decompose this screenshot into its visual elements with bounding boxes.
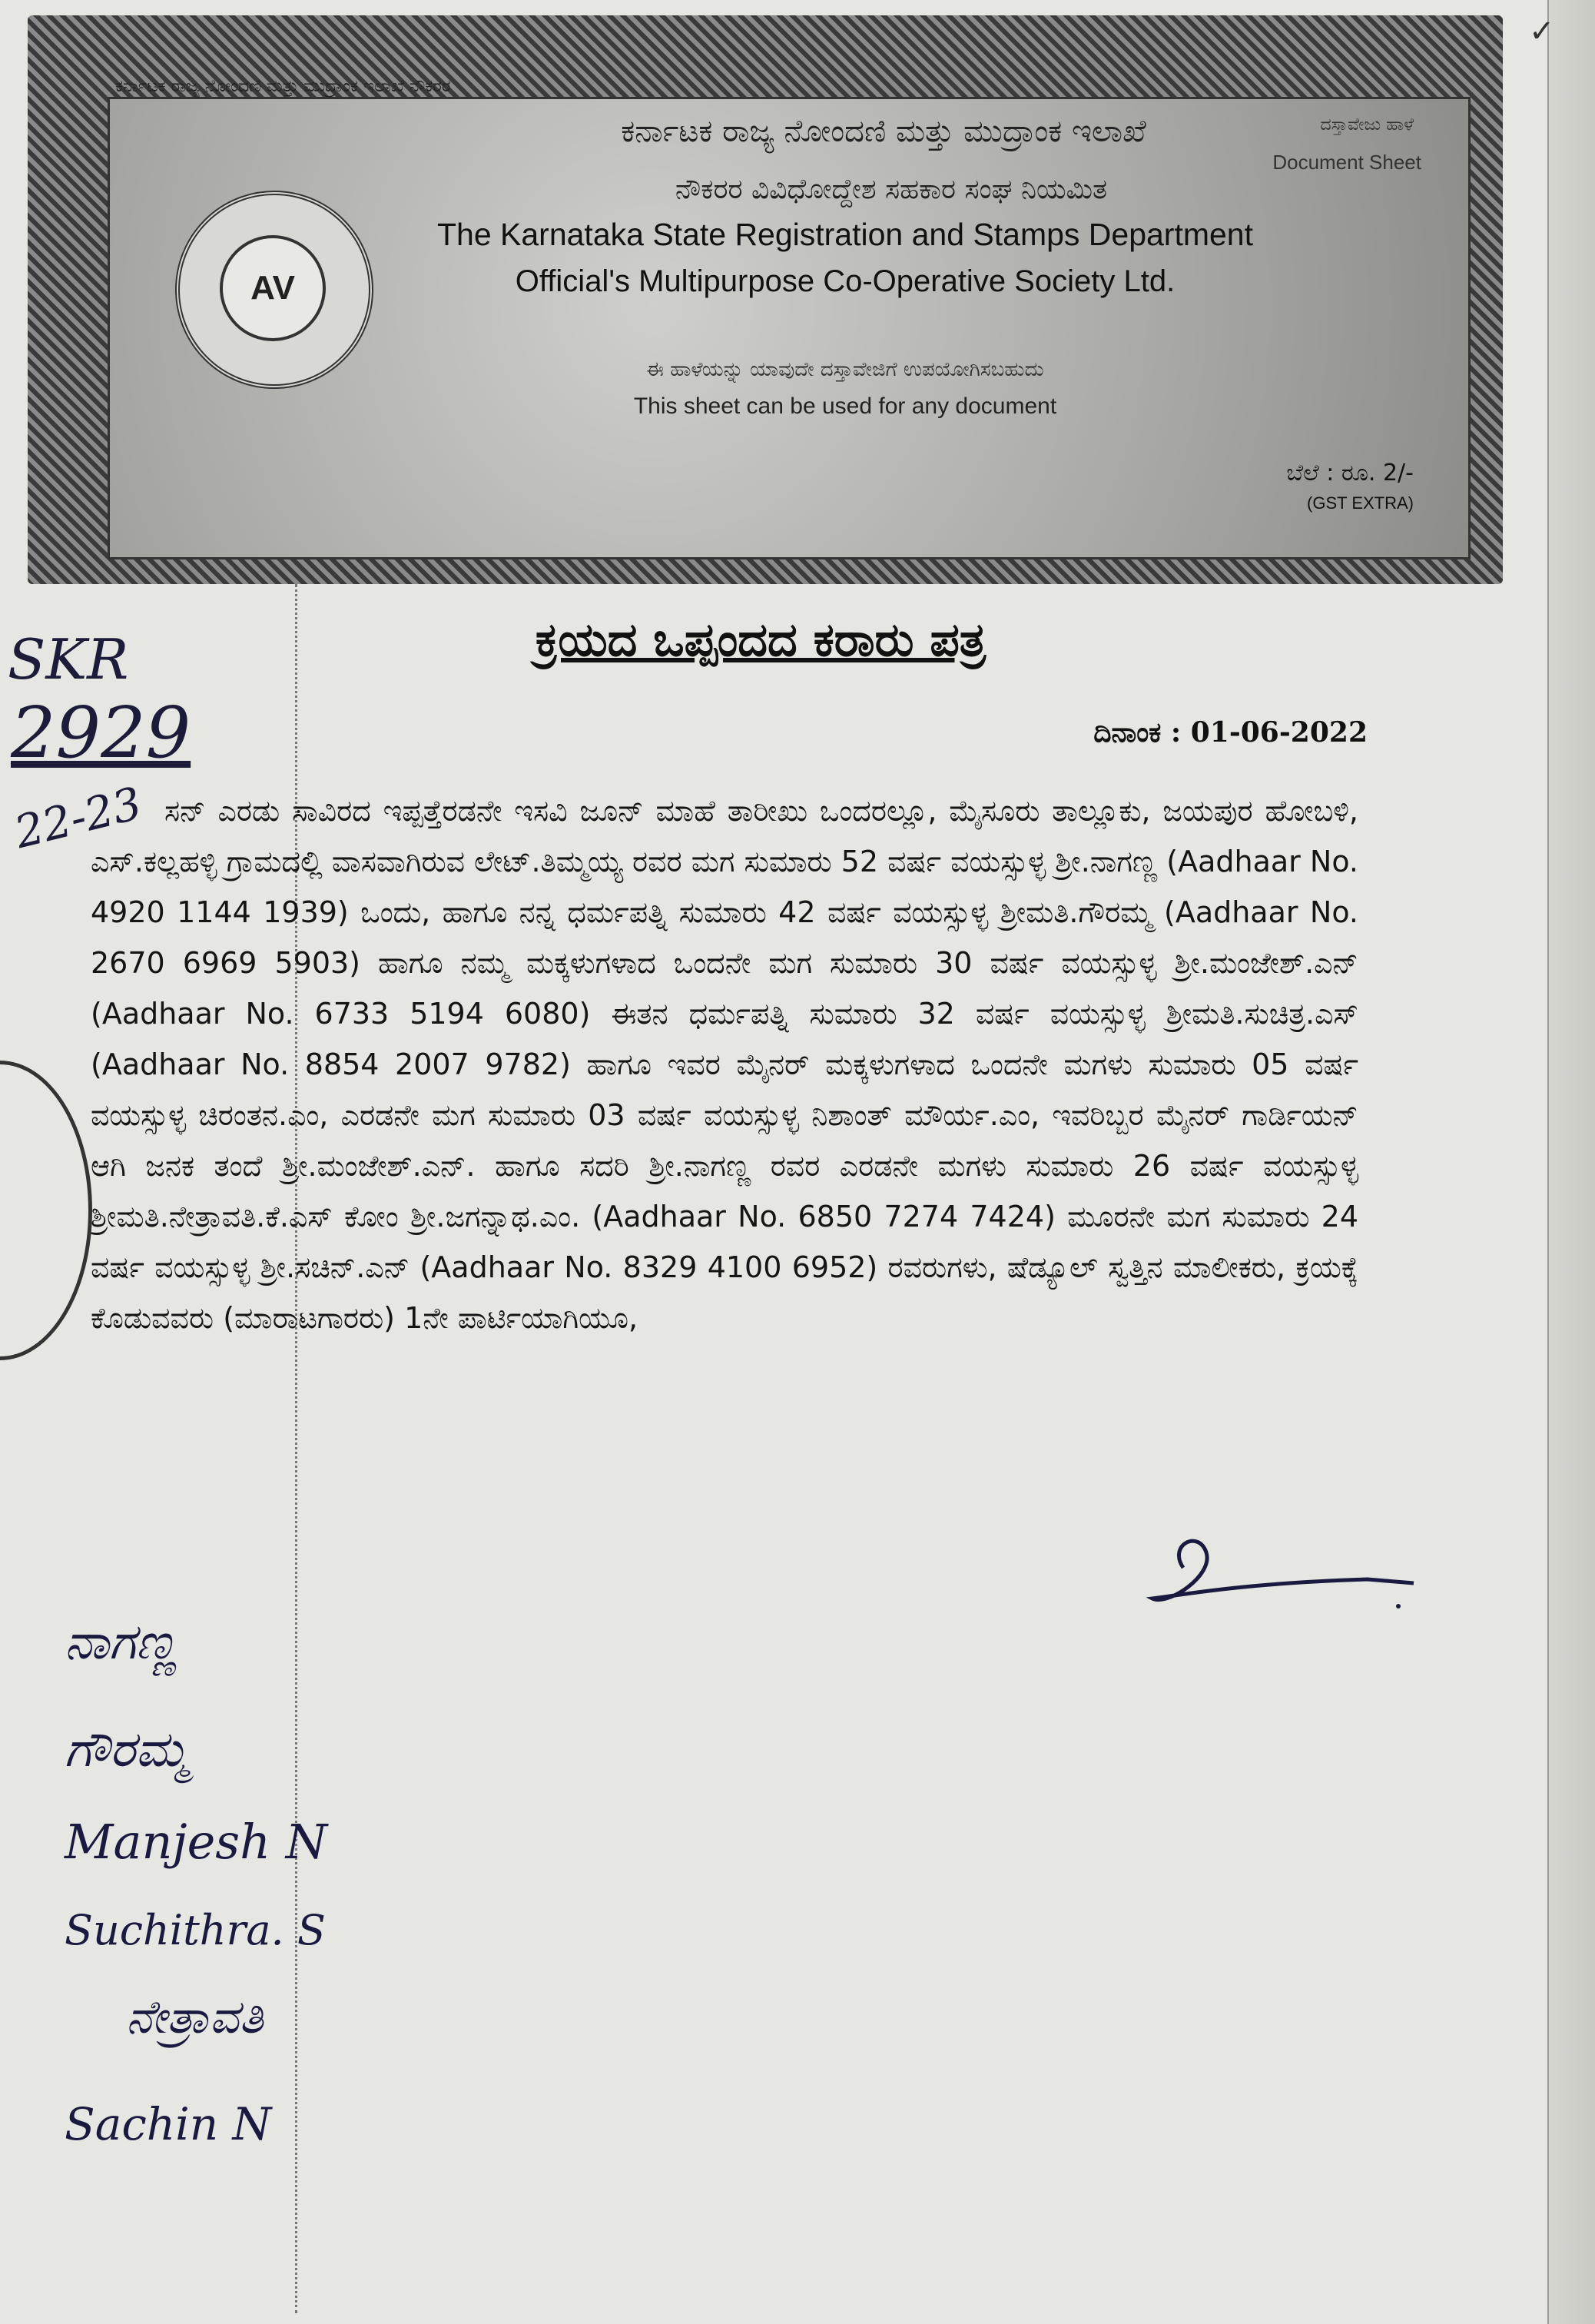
header-kannada-dept: ಕರ್ನಾಟಕ ರಾಜ್ಯ ನೋಂದಣಿ ಮತ್ತು ಮುದ್ರಾಂಕ ಇಲಾಖೆ [621,114,1146,149]
emblem-monogram: AV [220,235,326,341]
header-top-left-text: ಕರ್ನಾಟಕ ರಾಜ್ಯ ನೋಂದಣಿ ಮತ್ತು ಮುದ್ರಾಂಕ ಇಲಾಖೆ ನೌಕರರ [115,77,451,96]
signature-seller-3: Manjesh N [65,1814,327,1870]
gst-note: (GST EXTRA) [1307,493,1414,513]
side-seal-stamp [0,1061,92,1360]
margin-note-year: 22-23 [9,776,147,859]
document-title: ಕ್ರಯದ ಒಪ್ಪಂದದ ಕರಾರು ಪತ್ರ [535,613,987,667]
tick-mark: ✓ [1529,14,1555,49]
document-date: ದಿನಾಂಕ : 01-06-2022 [1093,716,1368,749]
header-kannada-usage: ಈ ಹಾಳೆಯನ್ನು ಯಾವುದೇ ದಸ್ತಾವೇಜಿಗೆ ಉಪಯೋಗಿಸಬಹುದು [646,358,1044,381]
signature-seller-1: ನಾಗಣ್ಣ [65,1614,178,1671]
header-english-usage: This sheet can be used for any document [633,393,1057,419]
page-edge [1547,0,1595,2324]
society-emblem [175,191,373,389]
header-english-dept: The Karnataka State Registration and Stamps Department [436,217,1254,252]
margin-note-initials: SKR [8,627,129,692]
header-english-society: Official's Multipurpose Co-Operative Society Ltd. [515,264,1176,298]
agreement-text: ಸನ್ ಎರಡು ಸಾವಿರದ ಇಪ್ಪತ್ತೆರಡನೇ ಇಸವಿ ಜೂನ್ ಮಾಹೆ ತಾರೀಖು ಒಂದರಲ್ಲೂ, ಮೈಸೂರು ತಾಲ್ಲೂಕು, ಜಯಪುರ ಹೋಬಳಿ, ಎಸ್.ಕಲ್ಲಹಳ್ಳಿ ಗ್ರಾಮದಲ್ಲಿ ವಾಸವಾಗಿರುವ ಲೇಟ್.ತಿಮ್ಮಯ್ಯ ರವರ ಮಗ ಸುಮಾರು 52 ವರ್ಷ ವಯಸ್ಸುಳ್ಳ ಶ್ರೀ.ನಾಗಣ್ಣ (Aadhaar No. 4920 1144 1939) ಒಂದು, ಹಾಗೂ ನನ್ನ ಧರ್ಮಪತ್ನಿ ಸುಮಾರು 42 ವರ್ಷ ವಯಸ್ಸುಳ್ಳ ಶ್ರೀಮತಿ.ಗೌರಮ್ಮ (Aadhaar No. 2670 6969 5903) ಹಾಗೂ ನಮ್ಮ ಮಕ್ಕಳುಗಳಾದ ಒಂದನೇ ಮಗ ಸುಮಾರು 30 ವರ್ಷ ವಯಸ್ಸುಳ್ಳ ಶ್ರೀ.ಮಂಜೇಶ್.ಎನ್ (Aadhaar No. 6733 5194 6080) ಈತನ ಧರ್ಮಪತ್ನಿ ಸುಮಾರು 32 ವರ್ಷ ವಯಸ್ಸುಳ್ಳ ಶ್ರೀಮತಿ.ಸುಚಿತ್ರ.ಎಸ್ (Aadhaar No. 8854 2007 9782) ಹಾಗೂ ಇವರ ಮೈನರ್ ಮಕ್ಕಳುಗಳಾದ ಒಂದನೇ ಮಗಳು ಸುಮಾರು 05 ವರ್ಷ ವಯಸ್ಸುಳ್ಳ ಚಿರಂತನ.ಎಂ, ಎರಡನೇ ಮಗ ಸುಮಾರು 03 ವರ್ಷ ವಯಸ್ಸುಳ್ಳ ನಿಶಾಂತ್ ಮೌರ್ಯ.ಎಂ, ಇವರಿಬ್ಬರ ಮೈನರ್ ಗಾರ್ಡಿಯನ್ ಆಗಿ ಜನಕ ತಂದೆ ಶ್ರೀ.ಮಂಜೇಶ್.ಎನ್. ಹಾಗೂ ಸದರಿ ಶ್ರೀ.ನಾಗಣ್ಣ ರವರ ಎರಡನೇ ಮಗಳು ಸುಮಾರು 26 ವರ್ಷ ವಯಸ್ಸುಳ್ಳ ಶ್ರೀಮತಿ.ನೇತ್ರಾವತಿ.ಕೆ.ಎಸ್ ಕೋಂ ಶ್ರೀ.ಜಗನ್ನಾಥ.ಎಂ. (Aadhaar No. 6850 7274 7424) ಮೂರನೇ ಮಗ ಸುಮಾರು 24 ವರ್ಷ ವಯಸ್ಸುಳ್ಳ ಶ್ರೀ.ಸಚಿನ್.ಎನ್ (Aadhaar No. 8329 4100 6952) ರವರುಗಳು, ಷೆಡ್ಯೂಲ್ ಸ್ವತ್ತಿನ ಮಾಲೀಕರು, ಕ್ರಯಕ್ಕೆ ಕೊಡುವವರು (ಮಾರಾಟಗಾರರು) 1ನೇ ಪಾರ್ಟಿಯಾಗಿಯೂ, [91,794,1358,1335]
margin-note-number: 2929 [11,692,191,774]
header-sheet-label: Document Sheet [1272,151,1421,174]
signature-seller-4: Suchithra. S [65,1906,326,1954]
signature-seller-6: Sachin N [65,2098,272,2150]
agreement-paragraph [91,785,1358,1343]
header-kannada-society: ನೌಕರರ ವಿವಿಧೋದ್ದೇಶ ಸಹಕಾರ ಸಂಘ ನಿಯಮಿತ [675,174,1108,205]
sheet-price: ಬೆಲೆ : ರೂ. 2/- [1286,460,1414,486]
header-sheet-label-kannada: ದಸ್ತಾವೇಜು ಹಾಳೆ [1320,115,1414,134]
signature-seller-5: ನೇತ್ರಾವತಿ [126,1990,264,2044]
signature-right [1137,1522,1429,1629]
signature-seller-2: ಗೌರಮ್ಮ [65,1721,189,1778]
